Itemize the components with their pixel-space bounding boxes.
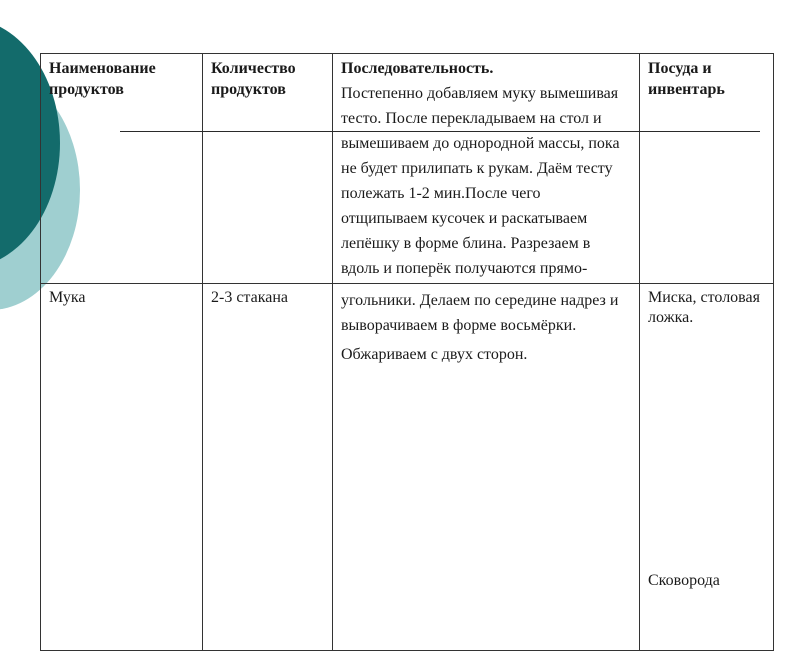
sequence-step-2: угольники. Делаем по середине надрез и выворачиваем в форме восьмёрки. [341, 292, 619, 334]
cell-equipment [640, 284, 774, 651]
header-cell-name [41, 54, 203, 284]
cell-amount [203, 284, 333, 651]
table-row [41, 284, 774, 651]
cell-sequence [333, 284, 640, 651]
header-cell-sequence [333, 54, 640, 284]
header-name: Наименование продуктов [49, 60, 156, 98]
sequence-step-3: Обжариваем с двух сторон. [341, 346, 528, 363]
product-name: Мука [49, 289, 86, 306]
table-header-row [41, 54, 774, 284]
horizontal-rule [120, 131, 760, 132]
product-amount: 2-3 стакана [211, 289, 289, 306]
sequence-step-1: Постепенно добавляем муку вымешивая тесто. После перекладываем на стол и вымешиваем до однородной массы, пока не будет прилипать к рукам. Даём тесту полежать 1-2 мин.После чего отщипываем кусочек и раскатываем лепёшку в форме блина. Разрезаем в вдоль и поперёк получаются прямо- [341, 85, 620, 277]
header-sequence: Последовательность. [341, 60, 494, 77]
recipe-table [40, 53, 774, 651]
header-equipment: Посуда и инвентарь [648, 60, 725, 98]
header-cell-quantity [203, 54, 333, 284]
header-quantity: Количество продуктов [211, 60, 296, 98]
equipment-top: Миска, столовая ложка. [648, 289, 760, 326]
header-cell-equipment [640, 54, 774, 284]
cell-product [41, 284, 203, 651]
equipment-bottom: Сковорода [648, 572, 720, 589]
